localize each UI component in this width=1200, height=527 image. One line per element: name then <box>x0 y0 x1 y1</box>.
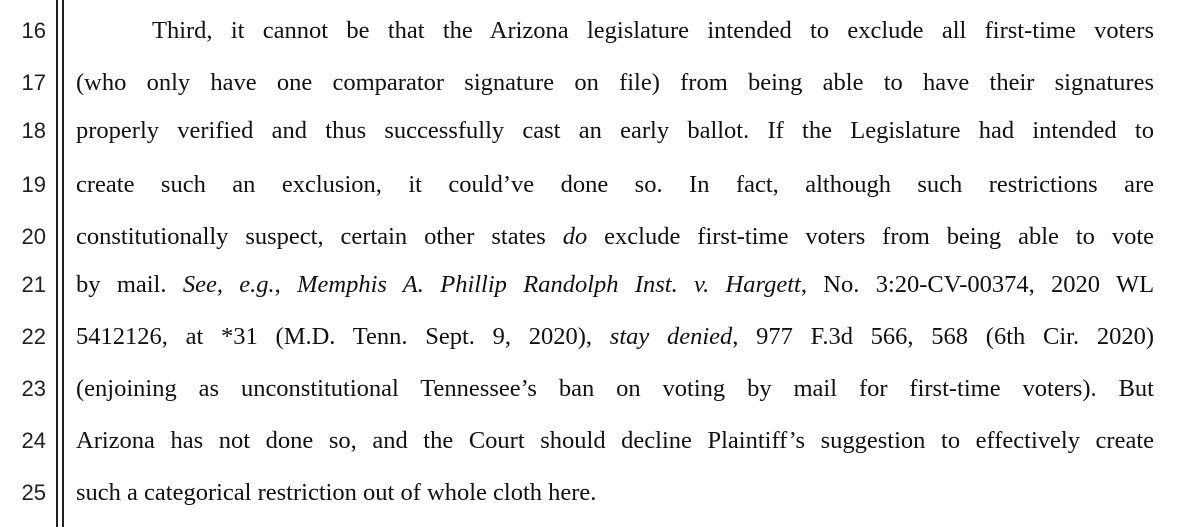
gutter-rule-left <box>56 0 58 527</box>
text-segment: such a categorical restriction out of whole cloth here. <box>76 479 597 506</box>
gutter-rule-right <box>62 0 64 527</box>
text-line <box>76 270 1154 300</box>
text-segment: Arizona has not done so, and the Court should decline Plaintiff’s suggestion to effectively create <box>76 427 1154 454</box>
text-segment: create such an exclusion, it could’ve done so. In fact, although such restrictions are <box>76 171 1154 198</box>
italic-citation-segment: See, e.g. <box>182 271 275 298</box>
line-number: 24 <box>21 428 46 453</box>
text-line <box>76 68 1154 98</box>
text-segment: properly verified and thus successfully cast an early ballot. If the Legislature had intended to <box>76 117 1154 144</box>
italic-citation-segment: do <box>562 223 588 250</box>
text-line <box>76 478 1154 508</box>
text-line <box>76 322 1154 352</box>
line-number: 22 <box>21 324 46 349</box>
text-segment: (who only have one comparator signature on file) from being able to have their signatures <box>76 69 1154 96</box>
line-number: 21 <box>21 272 46 297</box>
text-segment: , <box>274 271 298 298</box>
line-number: 17 <box>21 70 46 95</box>
line-number: 18 <box>21 118 46 143</box>
text-segment: by mail. <box>76 271 183 298</box>
text-line <box>76 170 1154 200</box>
line-number: 23 <box>21 376 46 401</box>
text-line <box>76 426 1154 456</box>
text-segment: constitutionally suspect, certain other states <box>76 223 563 250</box>
text-line <box>76 116 1154 146</box>
line-number: 19 <box>21 172 46 197</box>
italic-citation-segment: Memphis A. Phillip Randolph Inst. v. Hargett <box>297 271 801 298</box>
text-segment: Third, it cannot be that the Arizona legislature intended to exclude all first-time voters <box>152 17 1154 44</box>
line-number: 25 <box>21 480 46 505</box>
italic-citation-segment: stay denied <box>609 323 733 350</box>
text-line <box>76 374 1154 404</box>
text-line <box>76 222 1154 252</box>
line-number: 20 <box>21 224 46 249</box>
text-segment: (enjoining as unconstitutional Tennessee’s ban on voting by mail for first-time voters). But <box>76 375 1154 402</box>
text-segment: , No. 3:20-CV-00374, 2020 WL <box>800 271 1155 298</box>
line-number: 16 <box>21 18 46 43</box>
text-line <box>152 16 1154 46</box>
text-segment: , 977 F.3d 566, 568 (6th Cir. 2020) <box>732 323 1154 350</box>
text-segment: 5412126, at *31 (M.D. Tenn. Sept. 9, 2020), <box>76 323 610 350</box>
text-segment: exclude first-time voters from being able to vote <box>587 223 1154 250</box>
